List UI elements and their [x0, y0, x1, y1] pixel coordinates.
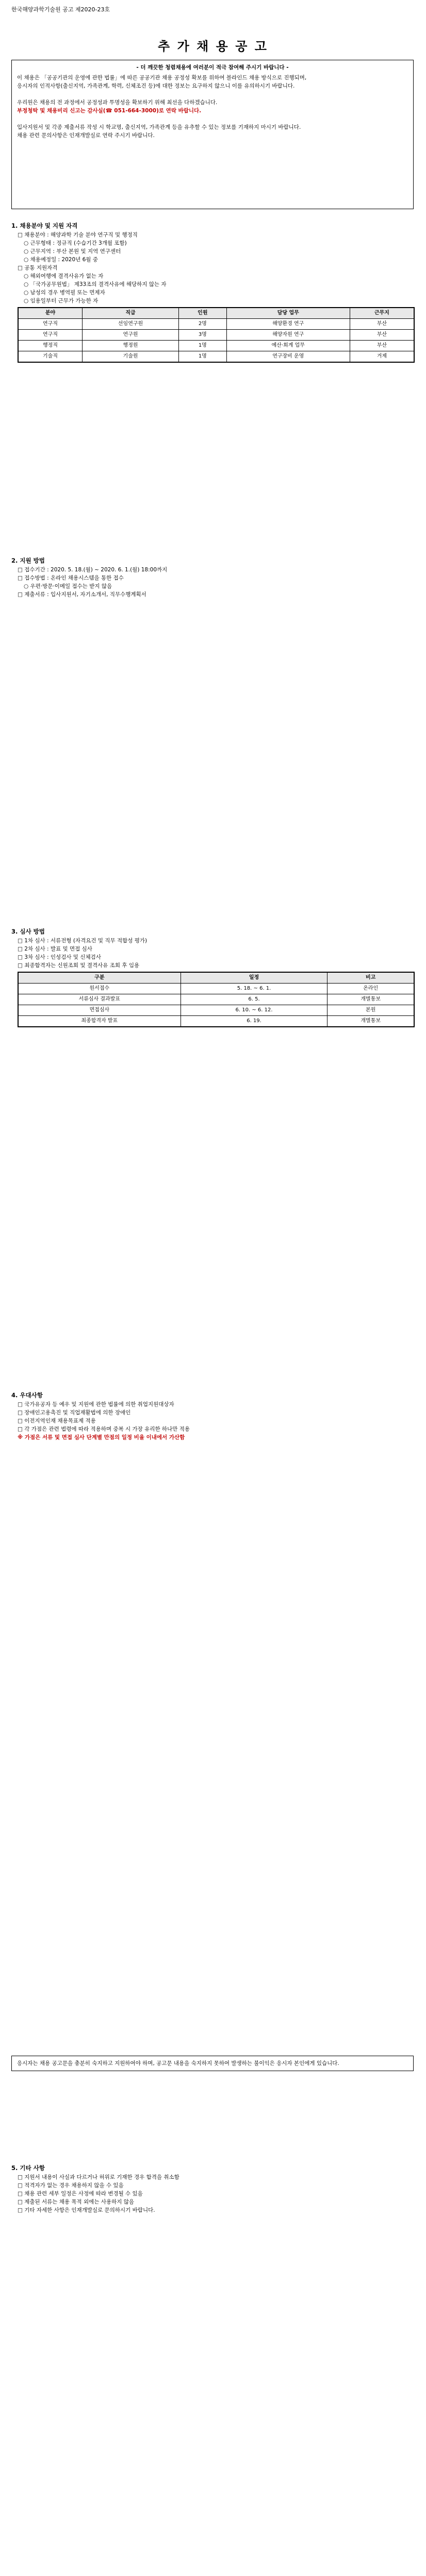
table-cell: 부산	[350, 319, 414, 330]
table-cell: 6. 19.	[181, 1016, 327, 1027]
section-line: ○ 남성의 경우 병역필 또는 면제자	[24, 290, 105, 296]
section-line: □ 제출서류 : 입사지원서, 자기소개서, 직무수행계획서	[18, 591, 146, 598]
section-line: □ 채용분야 : 해양과학 기술 분야 연구직 및 행정직	[18, 232, 138, 238]
table-row	[19, 984, 414, 994]
table-header: 구분	[19, 973, 181, 984]
section-title: 4. 우대사항	[11, 1392, 43, 1399]
table-header: 담당 업무	[226, 308, 350, 319]
intro-line: 채용 관련 문의사항은 인재개발실로 연락 주시기 바랍니다.	[17, 132, 155, 139]
table-cell: 행정직	[19, 341, 83, 351]
section-line: □ 국가유공자 등 예우 및 지원에 관한 법률에 의한 취업지원대상자	[18, 1401, 174, 1408]
section-line: □ 각 가점은 관련 법령에 따라 적용하며 중복 시 가장 유리한 하나만 적용	[18, 1426, 190, 1432]
table-cell: 연구원	[83, 330, 179, 341]
table-cell: 본원	[327, 1005, 414, 1016]
intro-line: 응시자의 인적사항(출신지역, 가족관계, 학력, 신체조건 등)에 대한 정보는 요구하지 않으니 이를 유의하시기 바랍니다.	[17, 83, 295, 89]
table-row	[19, 1016, 414, 1027]
section-line: ○ 근무지역 : 부산 본원 및 지역 연구센터	[24, 248, 121, 255]
section-line: □ 장애인고용촉진 및 직업재활법에 의한 장애인	[18, 1410, 131, 1416]
section-line: □ 이전지역인재 채용목표제 적용	[18, 1418, 96, 1424]
table-row	[19, 319, 414, 330]
table-cell: 행정원	[83, 341, 179, 351]
table-cell: 3명	[179, 330, 226, 341]
table-cell: 연구직	[19, 319, 83, 330]
table-cell: 기술직	[19, 351, 83, 362]
section-other	[11, 2164, 415, 2214]
table-cell: 최종합격자 발표	[19, 1016, 181, 1027]
table-cell: 5. 18. ~ 6. 1.	[181, 984, 327, 994]
table-header: 직급	[83, 308, 179, 319]
table-cell: 개별통보	[327, 1016, 414, 1027]
table-cell: 온라인	[327, 984, 414, 994]
intro-title: - 더 깨끗한 청렴채용에 여러분이 적극 참여해 주시기 바랍니다 -	[136, 64, 289, 71]
table-cell: 2명	[179, 319, 226, 330]
table-row	[19, 1005, 414, 1016]
intro-line: 입사지원서 및 각종 제출서류 작성 시 학교명, 출신지역, 가족관계 등을 유추할 수 있는 정보를 기재하지 마시기 바랍니다.	[17, 124, 301, 130]
section-line: □ 2차 심사 : 발표 및 면접 심사	[18, 946, 92, 952]
table-row	[19, 351, 414, 362]
intro-line: 우리원은 채용의 전 과정에서 공정성과 투명성을 확보하기 위해 최선을 다하겠습니다.	[17, 99, 218, 106]
table-header: 일정	[181, 973, 327, 984]
section-title: 2. 지원 방법	[11, 557, 45, 564]
table-cell: 거제	[350, 351, 414, 362]
section-screening	[11, 927, 415, 1030]
section-line: □ 공통 지원자격	[18, 265, 58, 271]
table-cell: 기술원	[83, 351, 179, 362]
table-cell: 서류심사 결과발표	[19, 994, 181, 1005]
intro-line: 이 채용은 「공공기관의 운영에 관한 법률」에 따른 공공기관 채용 공정성 확보를 위하여 블라인드 채용 방식으로 진행되며,	[17, 75, 307, 81]
intro-box	[11, 60, 414, 209]
section-line: □ 지원서 내용이 사실과 다르거나 허위로 기재한 경우 합격을 취소함	[18, 2174, 179, 2180]
table-header: 분야	[19, 308, 83, 319]
section-title: 3. 심사 방법	[11, 928, 45, 935]
section-line: ○ 우편·방문·이메일 접수는 받지 않음	[24, 583, 112, 589]
page-title: 추 가 채 용 공 고	[158, 39, 268, 54]
section-line: □ 적격자가 없는 경우 채용하지 않을 수 있음	[18, 2182, 124, 2189]
table-cell: 1명	[179, 351, 226, 362]
section-line: □ 접수방법 : 온라인 채용시스템을 통한 접수	[18, 575, 124, 581]
section-application	[11, 556, 415, 599]
table-cell: 6. 5.	[181, 994, 327, 1005]
notice-text: 응시자는 채용 공고문을 충분히 숙지하고 지원하여야 하며, 공고문 내용을 숙지하지 못하여 발생하는 불이익은 응시자 본인에게 있습니다.	[17, 2060, 339, 2066]
table-row	[19, 330, 414, 341]
table-row	[19, 994, 414, 1005]
section-line: □ 채용 관련 세부 일정은 사정에 따라 변경될 수 있음	[18, 2191, 143, 2197]
table-header: 비고	[327, 973, 414, 984]
section-line: □ 최종합격자는 신원조회 및 결격사유 조회 후 임용	[18, 962, 140, 969]
schedule-table	[18, 972, 415, 1027]
intro-line: 부정청탁 및 채용비리 신고는 감사실(☎ 051-664-3000)로 연락 바랍니다.	[17, 108, 202, 114]
section-line: □ 1차 심사 : 서류전형 (자격요건 및 직무 적합성 평가)	[18, 938, 148, 944]
table-cell: 해양환경 연구	[226, 319, 350, 330]
section-preference	[11, 1391, 415, 1442]
section-title: 5. 기타 사항	[11, 2164, 45, 2172]
table-header: 근무지	[350, 308, 414, 319]
section-line: □ 기타 자세한 사항은 인재개발실로 문의하시기 바랍니다.	[18, 2207, 155, 2213]
table-cell: 부산	[350, 330, 414, 341]
section-line: ○ 해외여행에 결격사유가 없는 자	[24, 273, 104, 279]
positions-table	[18, 307, 415, 363]
table-cell: 해양자원 연구	[226, 330, 350, 341]
section-title: 1. 채용분야 및 지원 자격	[11, 222, 78, 229]
section-eligibility	[11, 222, 415, 366]
section-note: ※ 가점은 서류 및 면접 심사 단계별 만점의 일정 비율 이내에서 가산함	[18, 1434, 185, 1440]
table-cell: 연구장비 운영	[226, 351, 350, 362]
table-cell: 개별통보	[327, 994, 414, 1005]
table-cell: 부산	[350, 341, 414, 351]
section-line: ○ 임용일부터 근무가 가능한 자	[24, 298, 99, 304]
section-line: □ 3차 심사 : 인성검사 및 신체검사	[18, 954, 101, 960]
table-cell: 원서접수	[19, 984, 181, 994]
table-cell: 연구직	[19, 330, 83, 341]
section-line: ○ 채용예정일 : 2020년 6월 중	[24, 257, 98, 263]
table-cell: 선임연구원	[83, 319, 179, 330]
section-line: ○ 「국가공무원법」 제33조의 결격사유에 해당하지 않는 자	[24, 281, 167, 287]
notice-box	[11, 2056, 414, 2071]
table-header: 인원	[179, 308, 226, 319]
section-line: □ 제출된 서류는 채용 목적 외에는 사용하지 않음	[18, 2199, 135, 2205]
section-line: ○ 근무형태 : 정규직 (수습기간 3개월 포함)	[24, 240, 127, 246]
table-cell: 6. 10. ~ 6. 12.	[181, 1005, 327, 1016]
section-line: □ 접수기간 : 2020. 5. 18.(월) ~ 2020. 6. 1.(월) 18:00까지	[18, 567, 168, 573]
table-cell: 예산·회계 업무	[226, 341, 350, 351]
table-row	[19, 341, 414, 351]
table-cell: 1명	[179, 341, 226, 351]
table-cell: 면접심사	[19, 1005, 181, 1016]
announcement-number: 한국해양과학기술원 공고 제2020-23호	[11, 6, 110, 13]
